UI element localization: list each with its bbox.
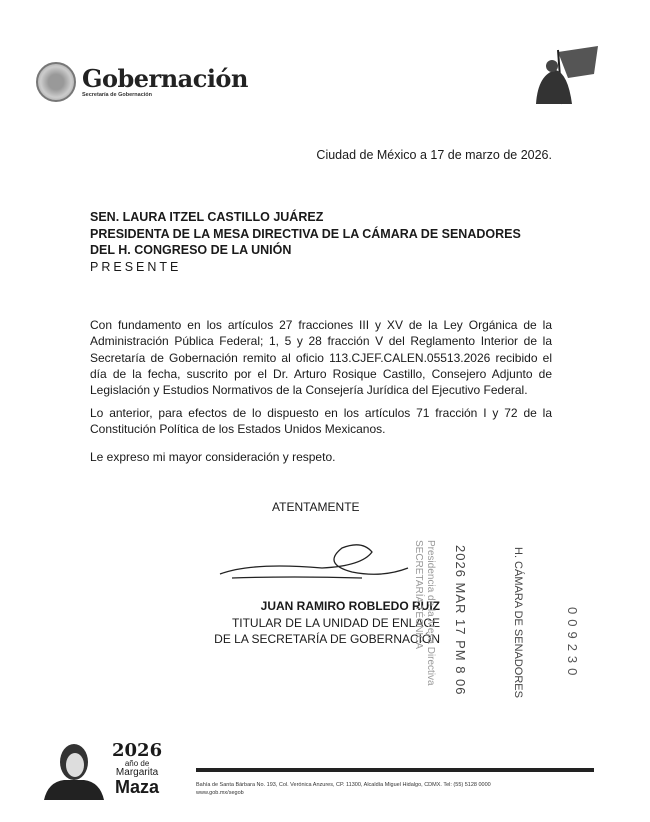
stamp-presidency-text: Presidencia de la Mesa Directiva	[425, 540, 436, 686]
footer-ano-de: año de	[124, 759, 150, 768]
flag-emblem-icon	[528, 44, 600, 106]
body-paragraph-3: Le expreso mi mayor consideración y respeto.	[90, 450, 336, 464]
recipient-name: SEN. LAURA ITZEL CASTILLO JUÁREZ	[90, 210, 324, 224]
stamp-camara: H. CÁMARA DE SENADORES	[512, 547, 524, 698]
footer-name-1: Margarita	[115, 767, 159, 778]
stamp-folio: 009230	[565, 607, 580, 681]
recipient-block	[90, 209, 521, 275]
logo-subtitle: Secretaría de Gobernación	[82, 92, 152, 98]
footer-address-block	[196, 781, 491, 797]
closing: ATENTAMENTE	[272, 500, 360, 514]
footer-website[interactable]: www.gob.mx/segob	[196, 790, 244, 796]
recipient-position: PRESIDENTA DE LA MESA DIRECTIVA DE LA CÁMARA DE SENADORES	[90, 226, 521, 241]
signer-block	[214, 598, 440, 648]
body-paragraph-2: Lo anterior, para efectos de lo dispuesto en los artículos 71 fracción I y 72 de la Constitución Política de los Estados Unidos Mexicanos.	[90, 406, 552, 437]
recipient-institution: DEL H. CONGRESO DE LA UNIÓN	[90, 243, 292, 257]
signer-name: JUAN RAMIRO ROBLEDO RUIZ	[260, 599, 440, 613]
body-paragraph-1: Con fundamento en los artículos 27 fracciones III y XV de la Ley Orgánica de la Administración Pública Federal; 1, 5 y 28 fracción V del Reglamento Interior de la Secretaría de Gobernación remito al oficio 113.CJEF.CALEN.05513.2026 recibido el día de la fecha, suscrito por el Dr. Arturo Rosique Castillo, Consejero Adjunto de Legislación y Estudios Normativos de la Consejería Jurídica del Ejecutivo Federal.	[90, 318, 552, 398]
footer-year: 2026	[112, 740, 163, 761]
national-seal-icon	[36, 62, 76, 102]
portrait-icon	[42, 742, 106, 800]
stamp-secretaria-text: SECRETARÍA TÉCNICA	[413, 540, 424, 650]
letter-date: Ciudad de México a 17 de marzo de 2026.	[316, 148, 552, 162]
footer-name-2: Maza	[115, 777, 160, 797]
footer-address: Bahía de Santa Bárbara No. 193, Col. Verónica Anzures, CP. 11300, Alcaldía Miguel Hidalgo, CDMX. Tel: (55) 5128 0000	[196, 782, 491, 788]
handwritten-signature	[212, 538, 412, 588]
footer-divider	[196, 768, 594, 772]
stamp-timestamp: 2026 MAR 17 PM 8 06	[453, 545, 468, 696]
reception-stamp-presidency	[412, 540, 436, 686]
signer-title-2: DE LA SECRETARÍA DE GOBERNACIÓN	[214, 632, 440, 646]
margarita-maza-logo	[42, 742, 162, 800]
logo-title: Gobernación	[82, 64, 248, 93]
gobernacion-logo	[36, 62, 248, 102]
recipient-presente: PRESENTE	[90, 259, 182, 274]
signer-title-1: TITULAR DE LA UNIDAD DE ENLACE	[231, 615, 440, 630]
